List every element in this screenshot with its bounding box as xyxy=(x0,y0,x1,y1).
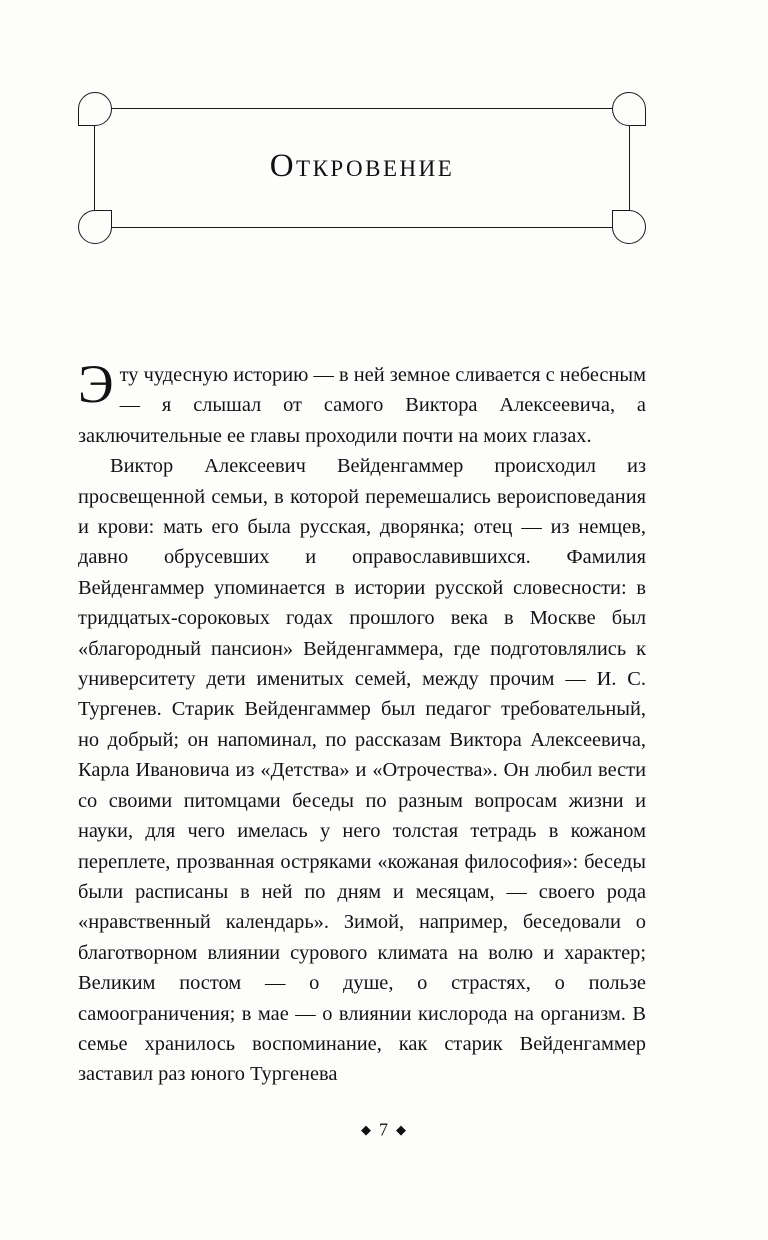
frame-corner-top-left xyxy=(78,92,112,126)
body-text xyxy=(78,354,646,1090)
drop-cap: Э xyxy=(78,354,114,414)
chapter-title: Откровение xyxy=(269,148,455,184)
frame-corner-top-right xyxy=(612,92,646,126)
ornament-left-icon: ◆ xyxy=(361,1121,372,1137)
frame-corner-bottom-left xyxy=(78,210,112,244)
paragraph-1 xyxy=(78,354,646,451)
chapter-title-frame xyxy=(78,92,646,244)
paragraph-1-text: ту чудесную историю — в ней земное сливается с небесным — я слышал от самого Виктора Алексеевича, а заключительные ее главы проходили почти на моих глазах. xyxy=(78,364,646,447)
paragraph-2: Виктор Алексеевич Вейденгаммер происходил из просвещенной семьи, в которой перемешались вероисповедания и крови: мать его была русская, дворянка; отец — из немцев, давно обрусевших и оправославившихся. Фамилия Вейденгаммер упоминается в истории русской словесности: в тридцатых-сороковых годах прошлого века в Москве был «благородный пансион» Вейденгаммера, где подготовлялись к университету дети именитых семей, между прочим — И. С. Тургенев. Старик Вейденгаммер был педагог требовательный, но добрый; он напоминал, по рассказам Виктора Алексеевича, Карла Ивановича из «Детства» и «Отрочества». Он любил вести со своими питомцами беседы по разным вопросам жизни и науки, для чего имелась у него толстая тетрадь в кожаном переплете, прозванная остряками «кожаная философия»: беседы были расписаны в ней по дням и месяцам, — своего рода «нравственный календарь». Зимой, например, беседовали о благотворном влиянии сурового климата на волю и характер; Великим постом — о душе, о страстях, о пользе самоограничения; в мае — о влиянии кислорода на организм. В семье хранилось воспоминание, как старик Вейденгаммер заставил раз юного Тургенева xyxy=(78,455,646,1086)
page-footer xyxy=(0,1118,768,1140)
ornament-right-icon: ◆ xyxy=(396,1121,407,1137)
frame-corner-bottom-right xyxy=(612,210,646,244)
page-number: 7 xyxy=(379,1119,389,1140)
